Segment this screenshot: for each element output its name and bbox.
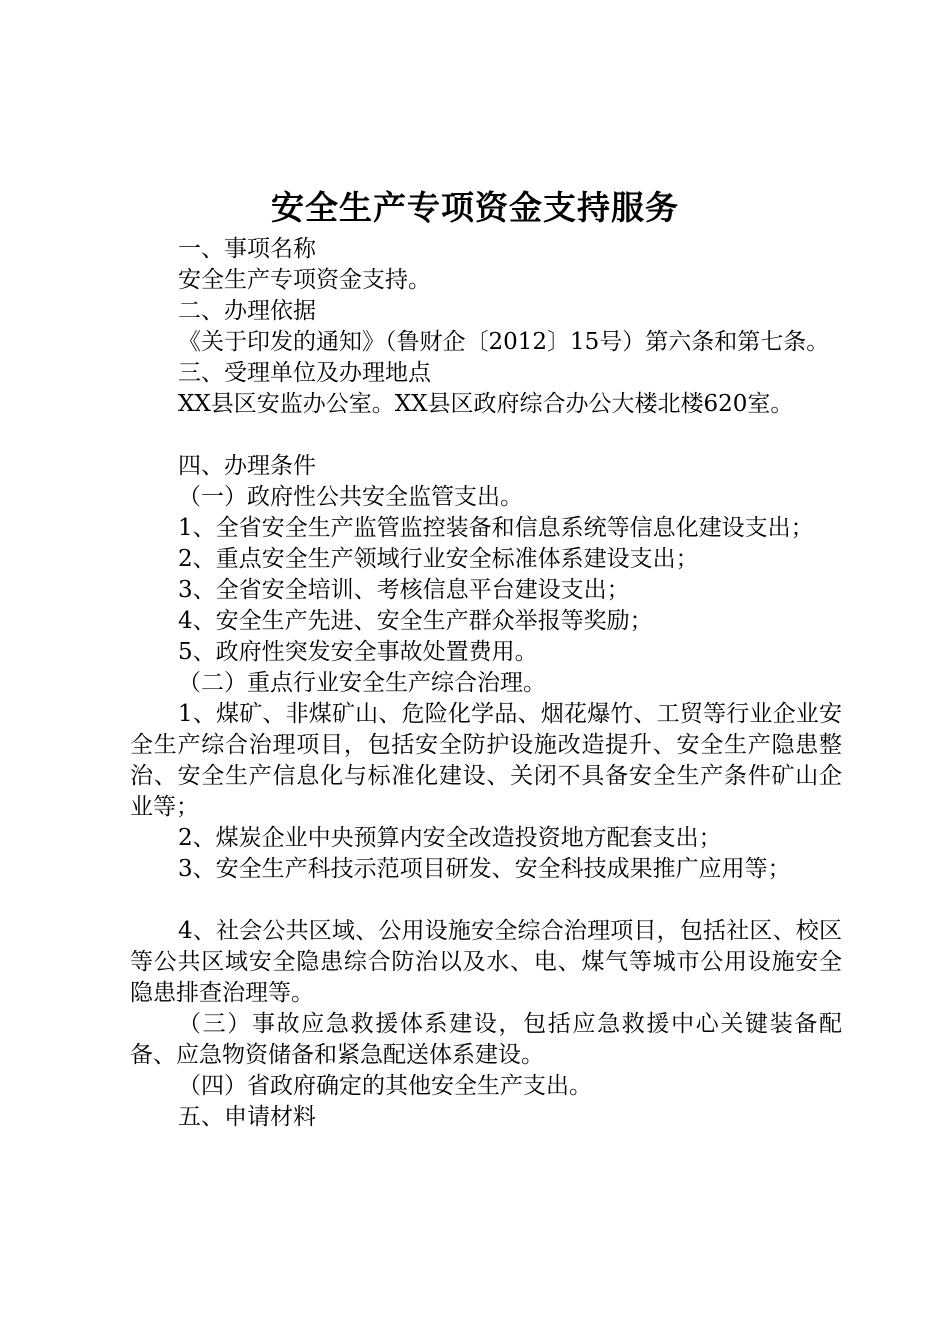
paragraph-basis: 《关于印发的通知》（鲁财企〔2012〕15号）第六条和第七条。	[178, 329, 830, 355]
list-item: 5、政府性突发安全事故处置费用。	[178, 639, 538, 665]
subsection-heading-3: （三）事故应急救援体系建设，包括应急救援中心关键装备配备、应急物资储备和紧急配送体系建设。	[130, 1011, 842, 1068]
paragraph-office: XX县区安监办公室。XX县区政府综合办公大楼北楼620室。	[178, 391, 794, 417]
section-heading-item-name: 一、事项名称	[178, 236, 316, 262]
section-heading-conditions: 四、办理条件	[178, 453, 316, 479]
list-item: 2、煤炭企业中央预算内安全改造投资地方配套支出；	[178, 825, 722, 851]
document-title: 安全生产专项资金支持服务	[271, 188, 679, 227]
document-body	[130, 234, 842, 1133]
list-item: 4、安全生产先进、安全生产群众举报等奖励；	[178, 608, 653, 634]
list-item: 3、安全生产科技示范项目研发、安全科技成果推广应用等；	[178, 856, 791, 882]
paragraph-item-name: 安全生产专项资金支持。	[178, 267, 431, 293]
section-heading-basis: 二、办理依据	[178, 298, 316, 324]
subsection-heading-1: （一）政府性公共安全监管支出。	[178, 484, 523, 510]
list-item: 2、重点安全生产领域行业安全标准体系建设支出；	[178, 546, 699, 572]
section-heading-materials: 五、申请材料	[178, 1104, 316, 1130]
list-item: 1、煤矿、非煤矿山、危险化学品、烟花爆竹、工贸等行业企业安全生产综合治理项目，包括安全防护设施改造提升、安全生产隐患整治、安全生产信息化与标准化建设、关闭不具备安全生产条件矿山企业等；	[130, 701, 842, 820]
subsection-heading-2: （二）重点行业安全生产综合治理。	[178, 670, 546, 696]
list-item: 4、社会公共区域、公用设施安全综合治理项目，包括社区、校区等公共区域安全隐患综合防治以及水、电、煤气等城市公用设施安全隐患排查治理等。	[130, 918, 842, 1006]
section-heading-office: 三、受理单位及办理地点	[178, 360, 431, 386]
list-item: 1、全省安全生产监管监控装备和信息系统等信息化建设支出；	[178, 515, 814, 541]
list-item: 3、全省安全培训、考核信息平台建设支出；	[178, 577, 630, 603]
subsection-heading-4: （四）省政府确定的其他安全生产支出。	[178, 1073, 592, 1099]
